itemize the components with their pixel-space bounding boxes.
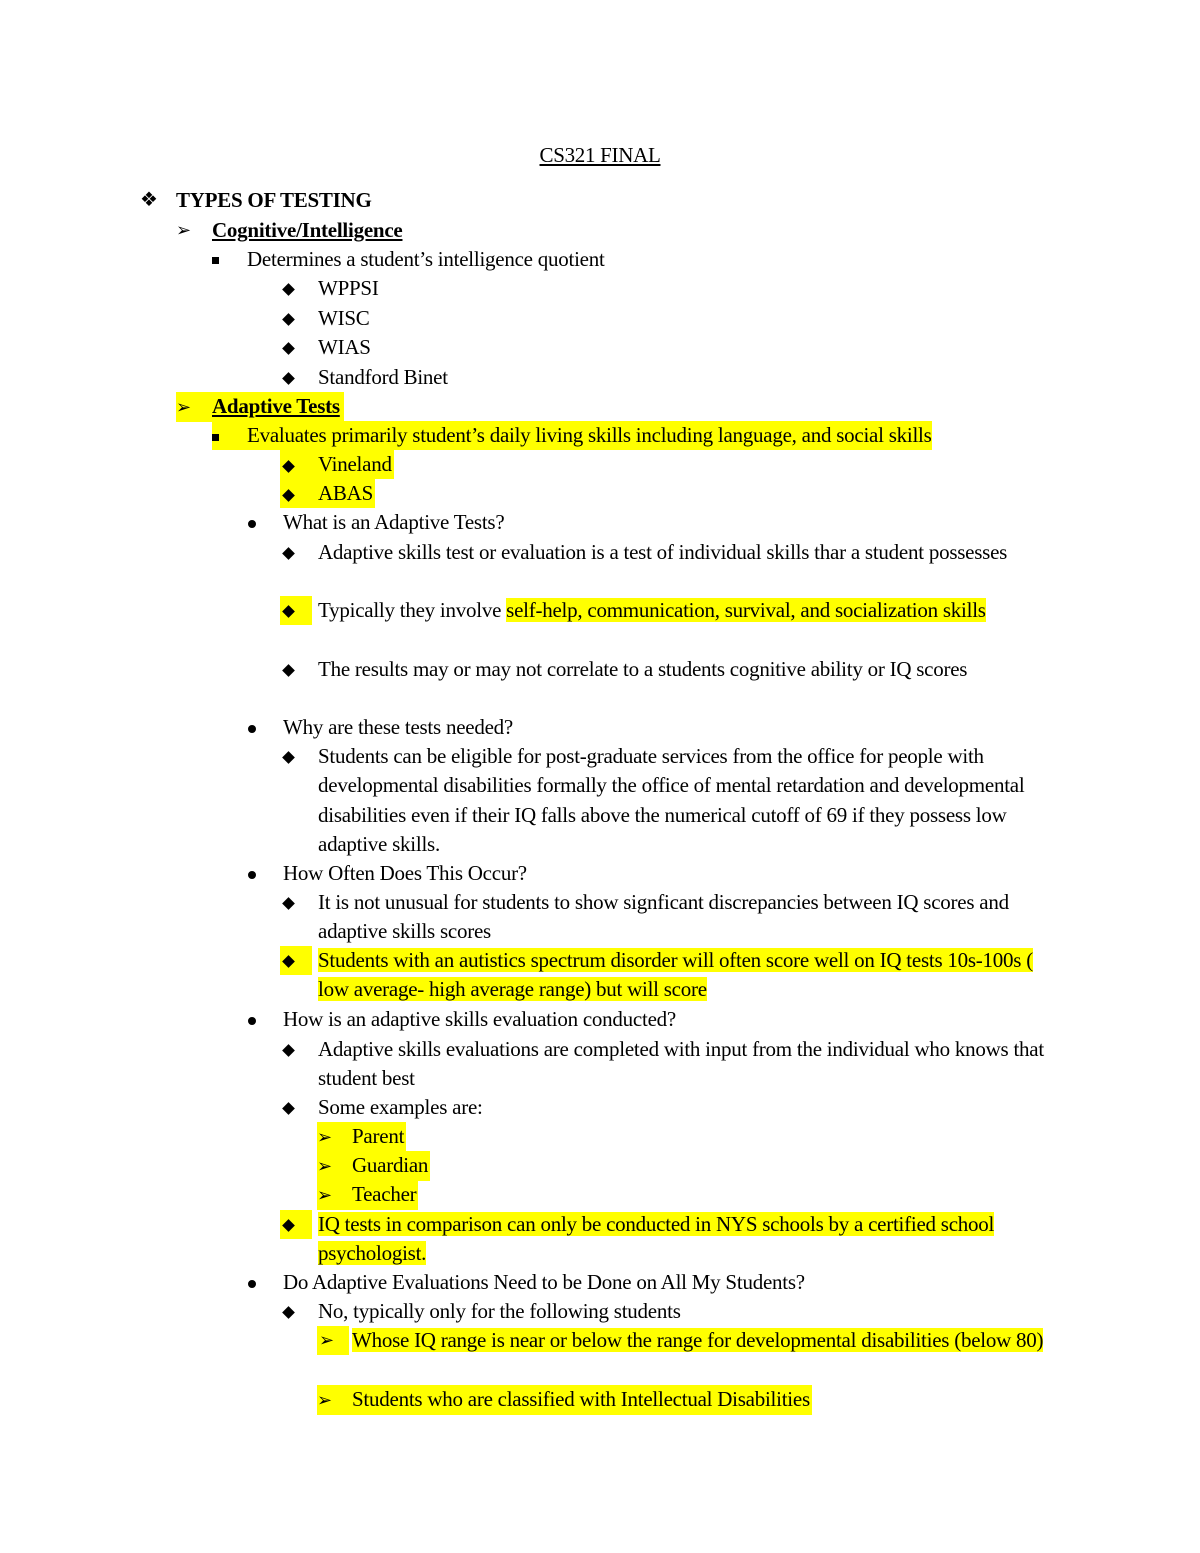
example-item: Parent	[352, 1124, 405, 1148]
answer: No, typically only for the following students	[318, 1299, 681, 1323]
answer	[318, 596, 1058, 625]
cognitive-heading: Cognitive/Intelligence	[212, 218, 403, 242]
arrow-bullet-icon: ➢	[317, 1156, 332, 1176]
answer	[318, 946, 1058, 1005]
adaptive-test-row	[280, 450, 394, 479]
diamond-bullet-icon	[284, 655, 293, 684]
document-title: CS321 FINAL	[539, 143, 661, 167]
answer: Adaptive skills evaluations are completed with input from the individual who knows that student best	[318, 1037, 1044, 1091]
diamond-bullet-icon	[284, 946, 293, 975]
diamond-bullet-icon	[284, 888, 293, 917]
arrow-bullet-icon: ➢	[317, 1127, 332, 1147]
arrow-bullet-icon: ➢	[317, 1185, 332, 1205]
circle-bullet-icon	[248, 1005, 256, 1034]
answer	[318, 1210, 1058, 1269]
student-criterion	[352, 1326, 1062, 1355]
arrow-bullet-icon: ➢	[176, 397, 191, 417]
question: Do Adaptive Evaluations Need to be Done on All My Students?	[283, 1270, 805, 1294]
test-name: ABAS	[318, 481, 374, 505]
answer: Adaptive skills test or evaluation is a test of individual skills thar a student possesses	[318, 540, 1008, 564]
adaptive-description-row	[212, 421, 932, 450]
diamond-bullet-icon	[284, 274, 293, 303]
circle-bullet-icon	[248, 713, 256, 742]
example-row	[317, 1180, 418, 1210]
adaptive-heading-row	[176, 392, 344, 422]
arrow-bullet-icon: ➢	[319, 1330, 335, 1350]
diamond-bullet-icon	[284, 1093, 293, 1122]
adaptive-description: Evaluates primarily student’s daily living skills including language, and social skills	[247, 423, 932, 447]
question: How Often Does This Occur?	[283, 861, 527, 885]
student-criterion	[317, 1385, 812, 1415]
test-name: WIAS	[318, 335, 371, 359]
diamond-bullet-icon	[284, 1210, 293, 1239]
example-item: Guardian	[352, 1153, 429, 1177]
section-heading: TYPES OF TESTING	[176, 188, 372, 212]
question: What is an Adaptive Tests?	[283, 510, 505, 534]
diamond-bullet-icon	[284, 304, 293, 333]
question: Why are these tests needed?	[283, 715, 513, 739]
example-item: Teacher	[352, 1182, 417, 1206]
answer: Students can be eligible for post-graduate services from the office for people with developmental disabilities formally the office of mental retardation and developmental disabilities even if their IQ falls above the numerical cutoff of 69 if they possess low adaptive skills.	[318, 744, 1025, 857]
answer: It is not unusual for students to show signficant discrepancies between IQ scores and adaptive skills scores	[318, 890, 1009, 944]
cognitive-description: Determines a student’s intelligence quotient	[247, 247, 605, 271]
test-name: WISC	[318, 306, 370, 330]
criterion-text: Students who are classified with Intellectual Disabilities	[352, 1387, 810, 1411]
answer: Some examples are:	[318, 1095, 483, 1119]
answer-highlighted-text: Students with an autistics spectrum disorder will often score well on IQ tests 10s-100s ( low average- high average range) but will score	[318, 948, 1033, 1002]
answer-highlighted-text: IQ tests in comparison can only be conducted in NYS schools by a certified school psychologist.	[318, 1212, 995, 1266]
criterion-text: Whose IQ range is near or below the range for developmental disabilities (below 80)	[352, 1328, 1044, 1352]
diamond-bullet-icon	[284, 596, 293, 625]
circle-bullet-icon	[248, 1268, 256, 1297]
test-name: Vineland	[318, 452, 392, 476]
answer-text: Typically they involve	[318, 598, 507, 622]
diamond-bullet-icon	[284, 450, 318, 479]
diamond-bullet-icon	[284, 479, 318, 508]
diamond-bullet-icon	[284, 333, 293, 362]
arrow-bullet-icon: ➢	[317, 1390, 332, 1410]
square-bullet-icon	[212, 245, 219, 274]
answer: The results may or may not correlate to a students cognitive ability or IQ scores	[318, 657, 968, 681]
arrow-bullet-icon: ➢	[176, 220, 192, 240]
square-bullet-icon	[212, 421, 247, 450]
diamond-bullet-icon: ❖	[140, 189, 158, 211]
diamond-bullet-icon	[284, 1297, 293, 1326]
circle-bullet-icon	[248, 508, 256, 537]
diamond-bullet-icon	[284, 363, 293, 392]
circle-bullet-icon	[248, 859, 256, 888]
test-name: WPPSI	[318, 276, 379, 300]
answer-highlighted-text: self-help, communication, survival, and socialization skills	[506, 598, 986, 622]
adaptive-test-row	[280, 479, 375, 508]
question: How is an adaptive skills evaluation conducted?	[283, 1007, 676, 1031]
example-row	[317, 1122, 406, 1152]
adaptive-heading: Adaptive Tests	[212, 394, 340, 418]
diamond-bullet-icon	[284, 1035, 293, 1064]
diamond-bullet-icon	[284, 538, 293, 567]
diamond-bullet-icon	[284, 742, 293, 771]
example-row	[317, 1151, 430, 1181]
test-name: Standford Binet	[318, 365, 448, 389]
